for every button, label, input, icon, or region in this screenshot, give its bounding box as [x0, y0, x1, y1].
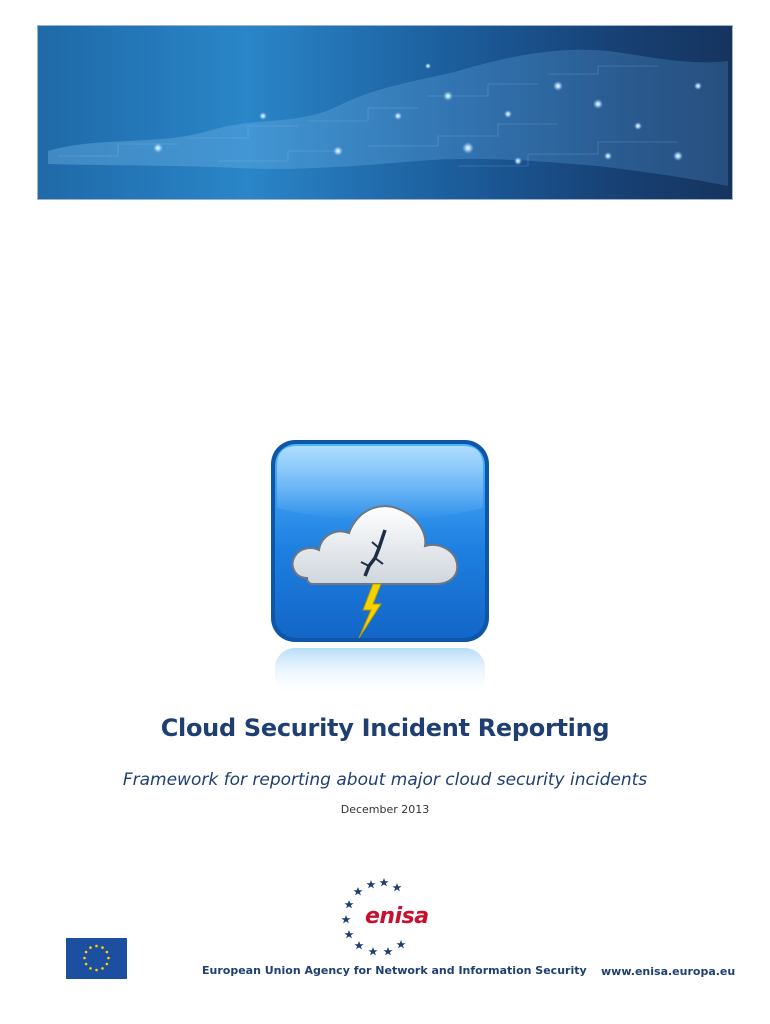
circuit-map-graphic: [38, 26, 733, 200]
document-date: December 2013: [340, 803, 430, 816]
document-title: Cloud Security Incident Reporting: [160, 714, 610, 742]
eu-flag-icon: [66, 938, 127, 979]
footer-agency-name: European Union Agency for Network and Information Security: [202, 964, 587, 977]
cloud-lightning-icon: [269, 438, 491, 698]
footer-website-link[interactable]: www.enisa.europa.eu: [601, 965, 736, 978]
header-banner-image: [37, 25, 733, 200]
enisa-wordmark: enisa: [365, 904, 429, 929]
document-subtitle: Framework for reporting about major cloud security incidents: [122, 770, 648, 790]
enisa-logo: [335, 878, 435, 958]
